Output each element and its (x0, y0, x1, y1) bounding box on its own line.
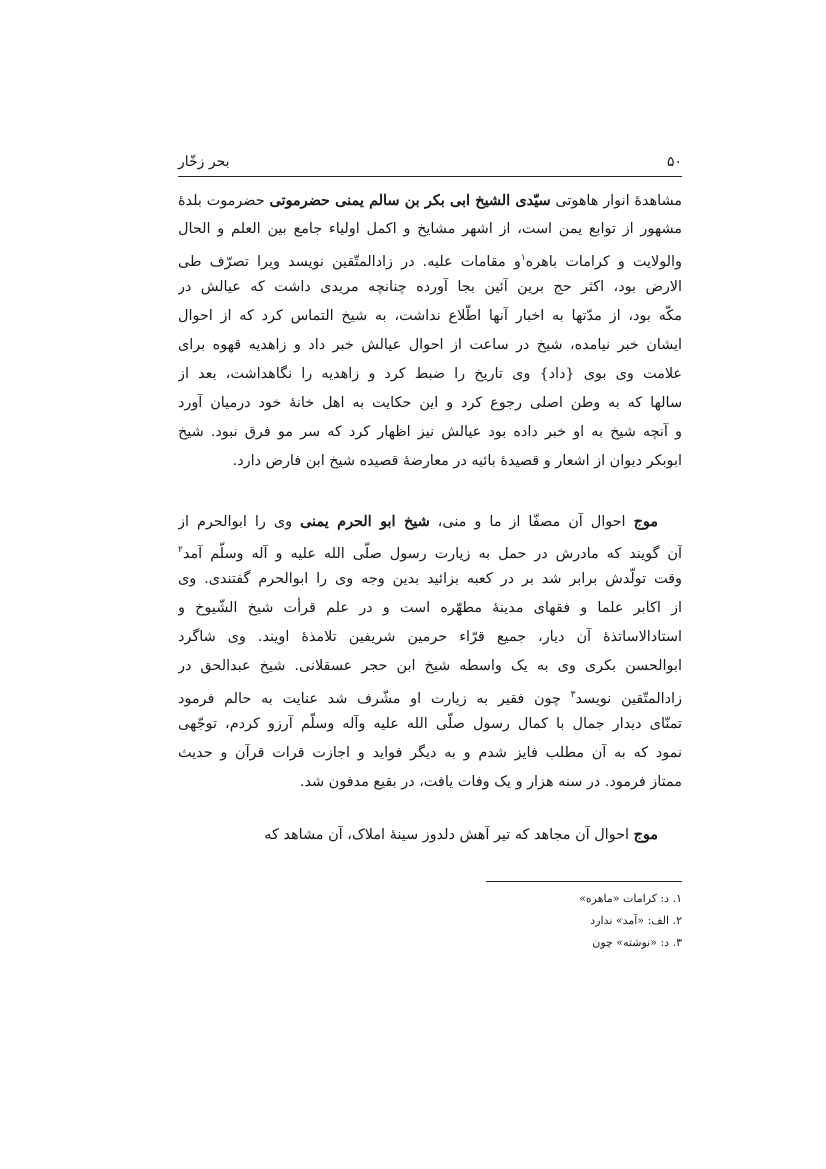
text-run: وی را ابوالحرم از (178, 514, 301, 530)
bold-term: موج (633, 513, 658, 530)
text-run: مشاهدهٔ انوار هاهوتی (550, 193, 682, 209)
text-run: علامت وی بوی {داد} وی تاریخ را ضبط کرد و زاهدیه را نگاهداشت، بعد از (178, 366, 682, 382)
text-run: استادالاساتذهٔ آن دیار، جمیع قرّاء حرمین شریفین تلامذهٔ اویند. وی شاگرد (178, 629, 682, 645)
text-run: ابوالحسن بکری وی به یک واسطه شیخ ابن حجر عسقلانی. شیخ عبدالحق در (178, 658, 682, 674)
text-run: احوال آن مجاهد که تیر آهش دلدوز سینهٔ املاک، آن مشاهد که (264, 827, 634, 843)
text-run: والولایت و کرامات باهره (525, 253, 682, 270)
footnote-2: ۲. الف: «آمد» ندارد (590, 914, 682, 927)
text-run: از اکابر علما و فقهای مدینهٔ مطهّره است و در علم قرأت شیخ الشّیوخ و (178, 600, 682, 616)
footnote-marker: ۳ (570, 690, 576, 700)
text-run: ایشان خبر نیامده، شیخ در ساعت از احوال عیالش خبر داد و زاهدیه قهوه برای (178, 337, 682, 353)
paragraph-mujahid (178, 820, 682, 849)
text-line (178, 536, 682, 565)
footnote-3: ۳. د: «نوشته» چون (592, 936, 682, 949)
text-run: مکّه بود، از مدّتها به اخبار آنها اطّلاع نداشت، به شیخ التماس کرد که از احوال (178, 308, 682, 324)
text-run: ابوبکر دیوان از اشعار و قصیدهٔ بائیه در معارضهٔ قصیده شیخ ابن فارض دارد. (232, 453, 682, 469)
text-line (178, 820, 682, 849)
text-run: تمنّای دیدار جمال با کمال رسول صلّی الله علیه وآله وسلّم آرزو کردم، توجّهی (178, 716, 682, 732)
text-line (178, 652, 682, 681)
footnote-1: ۱. د: کرامات «ماهره» (579, 892, 682, 905)
text-line (178, 447, 682, 476)
text-run: حضرموت بلدهٔ (178, 193, 270, 209)
text-line (178, 186, 682, 215)
text-line (178, 565, 682, 594)
text-run: آن گویند که مادرش در حمل به زیارت رسول صلّی الله علیه و آله وسلّم آمد (182, 545, 682, 562)
text-line (178, 594, 682, 623)
page-number: ۵۰ (666, 154, 682, 170)
text-line (178, 681, 682, 710)
paragraph-abi-bakr (178, 186, 682, 476)
text-run: چون فقیر به زیارت او مشّرف شد عنایت به حالم فرمود (178, 690, 571, 707)
text-run: احوال آن مصفّا از ما و منی، (429, 514, 634, 530)
bold-term: شیخ ابو الحرم یمنی (300, 513, 430, 530)
text-run: سالها که به وطن اصلی رجوع کرد و این حکایت به اهل خانهٔ خود درمیان آورد (178, 395, 682, 411)
bold-term: موج (633, 826, 658, 843)
text-line (178, 739, 682, 768)
text-line (178, 331, 682, 360)
text-run: وقت تولّدش برابر شد بر در کعبه بزائید بدین وجه وی را ابوالحرم گفتندی. وی (178, 571, 682, 587)
text-line (178, 389, 682, 418)
text-run: ممتاز فرمود. در سنه هزار و یک وفات یافت، در بقیع مدفون شد. (299, 774, 682, 790)
text-line (178, 360, 682, 389)
text-line (178, 244, 682, 273)
footnote-marker: ۱ (520, 253, 526, 263)
text-run: مشهور از توابع یمن است، از اشهر مشایخ و اکمل اولیاء جامع بین العلم و الحال (178, 221, 682, 237)
text-run: زادالمتّقین نویسد (575, 690, 682, 707)
bold-term: سیّدی الشیخ ابی بکر بن سالم یمنی حضرموتی (269, 192, 551, 209)
footnote-rule (486, 881, 682, 882)
text-line (178, 710, 682, 739)
text-run: و مقامات علیه. در زادالمتّقین نویسد ویرا تصرّف طی (178, 253, 521, 270)
header-rule (178, 176, 682, 177)
text-run: نمود که به آن مطلب فایز شدم و به دیگر فواید و اجازت قرات قرآن و حدیث (178, 745, 682, 761)
footnote-marker: ۲ (178, 545, 183, 555)
page-header (178, 150, 682, 174)
text-line (178, 418, 682, 447)
text-line (178, 507, 682, 536)
text-run: و آنچه شیخ به او خبر داده بود عیالش نیز اظهار کرد که سر مو فرق نبود. شیخ (178, 424, 682, 440)
text-line (178, 215, 682, 244)
text-line (178, 302, 682, 331)
running-title: بحر زخّار (178, 154, 230, 170)
text-line (178, 273, 682, 302)
footnotes (400, 888, 682, 954)
text-line (178, 623, 682, 652)
text-line (178, 768, 682, 797)
text-run: الارض بود، اکثر حج برین آئین بجا آورده چنانچه مریدی داشت که عیالش در (178, 279, 682, 295)
paragraph-abul-haram (178, 507, 682, 797)
